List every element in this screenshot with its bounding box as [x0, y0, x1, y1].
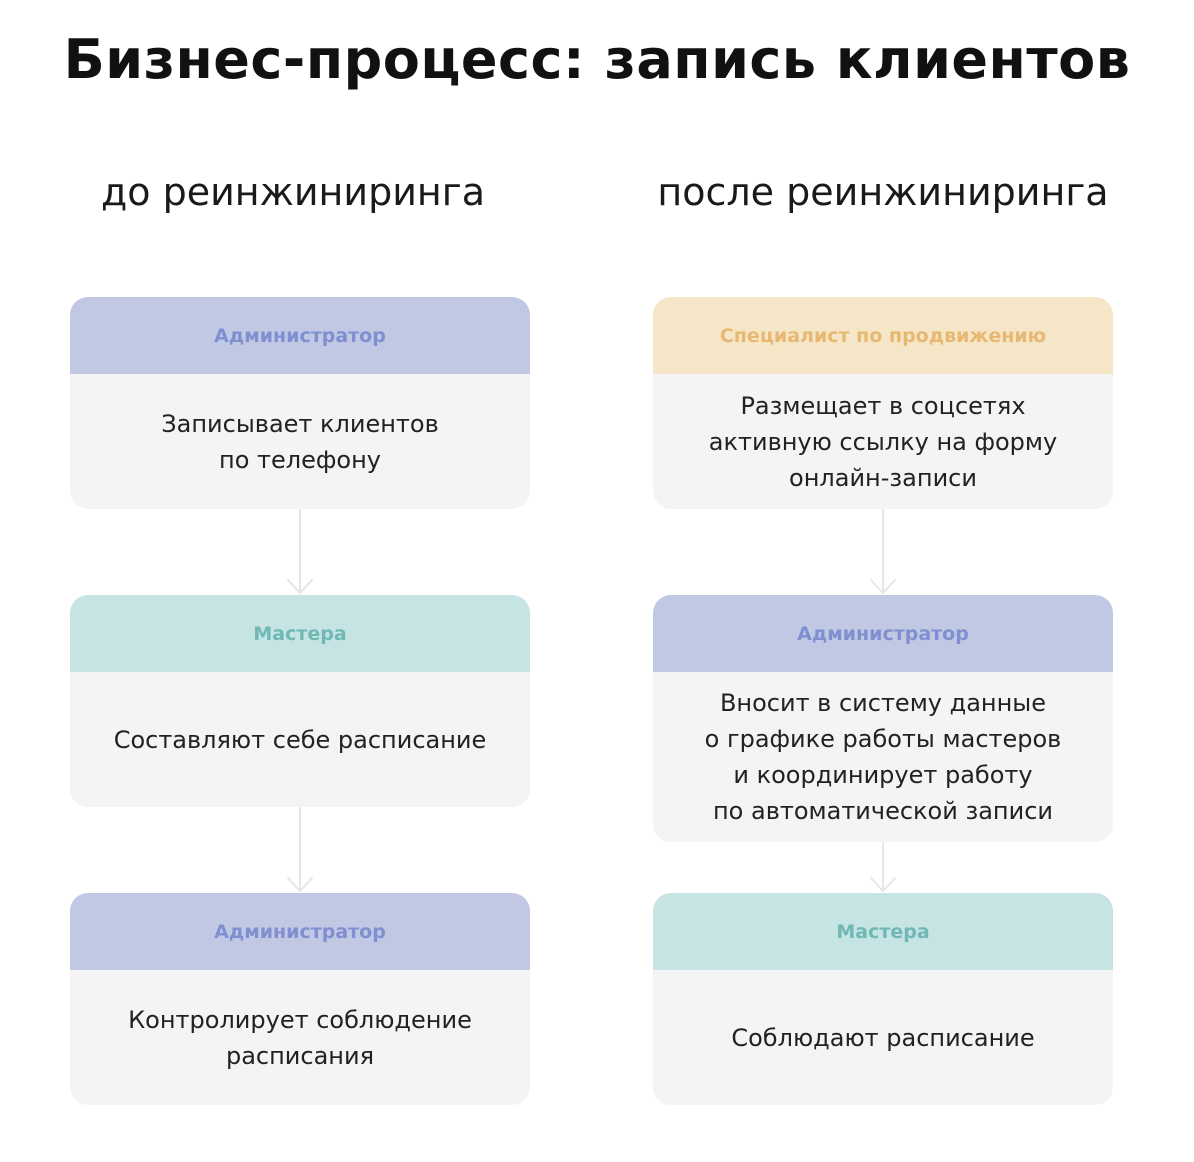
card-role-label: Администратор [70, 297, 530, 374]
column-header-after: после реинжиниринга [657, 170, 1109, 214]
arrow-down-icon [871, 843, 895, 891]
card-description: Вносит в систему данные о графике работы мастеров и координирует работу по автоматической записи [704, 689, 1062, 825]
card-role-label: Мастера [70, 595, 530, 672]
page-title: Бизнес-процесс: запись клиентов [63, 28, 1131, 91]
arrow-down-icon [288, 510, 312, 593]
card-role-label: Специалист по продвижению [653, 297, 1113, 374]
card-role-label: Администратор [70, 893, 530, 970]
card-description: Составляют себе расписание [113, 725, 487, 754]
arrow-down-icon [871, 510, 895, 593]
arrow-down-icon [288, 808, 312, 891]
card-description: Контролирует соблюдение расписания [128, 1005, 472, 1070]
column-header-before: до реинжиниринга [100, 170, 486, 214]
card-role-label: Администратор [653, 595, 1113, 672]
card-description: Размещает в соцсетях активную ссылку на форму онлайн-записи [708, 391, 1058, 492]
card-role-label: Мастера [653, 893, 1113, 970]
card-description: Соблюдают расписание [731, 1023, 1035, 1052]
card-description: Записывает клиентов по телефону [161, 409, 439, 474]
